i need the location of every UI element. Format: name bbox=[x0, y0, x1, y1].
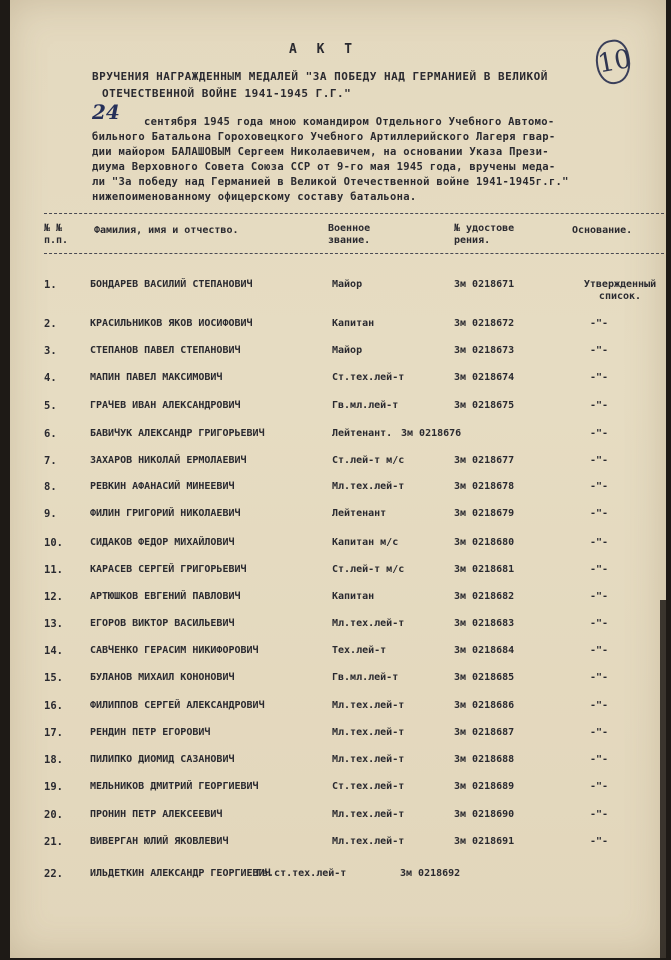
row-full-name: МАПИН ПАВЕЛ МАКСИМОВИЧ bbox=[90, 372, 223, 383]
row-rank: Майор bbox=[332, 279, 363, 290]
row-number: 10. bbox=[44, 537, 63, 549]
row-basis: -"- bbox=[590, 372, 609, 383]
row-certificate: Зм 0218690 bbox=[454, 809, 515, 820]
row-basis: -"- bbox=[590, 727, 609, 738]
header-no: № № п.п. bbox=[44, 223, 69, 246]
row-certificate: Зм 0218674 bbox=[454, 372, 515, 383]
row-certificate: Зм 0218681 bbox=[454, 564, 515, 575]
row-rank: Капитан bbox=[332, 318, 375, 329]
row-rank: Капитан м/с bbox=[332, 537, 399, 548]
row-certificate: Зм 0218677 bbox=[454, 455, 515, 466]
subtitle-line-2: ОТЕЧЕСТВЕННОЙ ВОЙНЕ 1941-1945 Г.Г." bbox=[102, 87, 352, 100]
row-basis: -"- bbox=[590, 345, 609, 356]
row-full-name: ФИЛИН ГРИГОРИЙ НИКОЛАЕВИЧ bbox=[90, 508, 241, 519]
row-certificate: Зм 0218672 bbox=[454, 318, 515, 329]
header-name: Фамилия, имя и отчество. bbox=[94, 225, 239, 236]
row-rank: Ст.тех.лей-т bbox=[332, 372, 405, 383]
row-certificate: Зм 0218682 bbox=[454, 591, 515, 602]
row-full-name: ФИЛИППОВ СЕРГЕЙ АЛЕКСАНДРОВИЧ bbox=[90, 700, 265, 711]
row-rank: Ст.лей-т м/с bbox=[332, 564, 405, 575]
row-full-name: БАВИЧУК АЛЕКСАНДР ГРИГОРЬЕВИЧ bbox=[90, 428, 265, 439]
row-basis: -"- bbox=[590, 781, 609, 792]
row-certificate: Зм 0218675 bbox=[454, 400, 515, 411]
row-number: 1. bbox=[44, 279, 57, 291]
row-basis: -"- bbox=[590, 400, 609, 411]
row-basis: -"- bbox=[590, 455, 609, 466]
row-number: 8. bbox=[44, 481, 57, 493]
row-rank: Капитан bbox=[332, 591, 375, 602]
row-number: 21. bbox=[44, 836, 63, 848]
row-number: 12. bbox=[44, 591, 63, 603]
row-basis: -"- bbox=[590, 428, 609, 439]
row-full-name: ЕГОРОВ ВИКТОР ВАСИЛЬЕВИЧ bbox=[90, 618, 235, 629]
row-certificate: Зм 0218684 bbox=[454, 645, 515, 656]
body-line-6: нижепоименованному офицерскому составу батальона. bbox=[92, 191, 417, 203]
row-rank: Гв.ст.тех.лей-т bbox=[256, 868, 347, 879]
row-certificate: Зм 0218679 bbox=[454, 508, 515, 519]
folio-number: 10 bbox=[592, 37, 633, 86]
row-full-name: АРТЮШКОВ ЕВГЕНИЙ ПАВЛОВИЧ bbox=[90, 591, 241, 602]
row-rank: Тех.лей-т bbox=[332, 645, 387, 656]
row-full-name: РЕВКИН АФАНАСИЙ МИНЕЕВИЧ bbox=[90, 481, 235, 492]
row-basis: -"- bbox=[590, 537, 609, 548]
row-number: 3. bbox=[44, 345, 57, 357]
row-full-name: МЕЛЬНИКОВ ДМИТРИЙ ГЕОРГИЕВИЧ bbox=[90, 781, 259, 792]
row-full-name: ВИВЕРГАН ЮЛИЙ ЯКОВЛЕВИЧ bbox=[90, 836, 229, 847]
row-certificate: Зм 0218687 bbox=[454, 727, 515, 738]
row-number: 2. bbox=[44, 318, 57, 330]
row-number: 16. bbox=[44, 700, 63, 712]
row-certificate: Зм 0218678 bbox=[454, 481, 515, 492]
body-line-2: бильного Батальона Гороховецкого Учебного Артиллерийского Лагеря гвар- bbox=[92, 131, 556, 143]
row-full-name: РЕНДИН ПЕТР ЕГОРОВИЧ bbox=[90, 727, 211, 738]
body-line-4: диума Верховного Совета Союза ССР от 9-го мая 1945 года, вручены меда- bbox=[92, 161, 556, 173]
document-page bbox=[6, 0, 666, 958]
row-certificate: Зм 0218691 bbox=[454, 836, 515, 847]
row-number: 15. bbox=[44, 672, 63, 684]
row-basis: -"- bbox=[590, 645, 609, 656]
row-number: 9. bbox=[44, 508, 57, 520]
row-number: 13. bbox=[44, 618, 63, 630]
row-number: 20. bbox=[44, 809, 63, 821]
row-number: 7. bbox=[44, 455, 57, 467]
row-basis: -"- bbox=[590, 318, 609, 329]
row-full-name: БОНДАРЕВ ВАСИЛИЙ СТЕПАНОВИЧ bbox=[90, 279, 253, 290]
row-rank: Гв.мл.лей-т bbox=[332, 672, 399, 683]
row-rank: Мл.тех.лей-т bbox=[332, 727, 405, 738]
row-rank: Ст.лей-т м/с bbox=[332, 455, 405, 466]
row-basis: -"- bbox=[590, 754, 609, 765]
row-number: 17. bbox=[44, 727, 63, 739]
header-basis: Основание. bbox=[572, 225, 633, 236]
header-cert: № удостове рения. bbox=[454, 223, 515, 246]
row-full-name: ПИЛИПКО ДИОМИД САЗАНОВИЧ bbox=[90, 754, 235, 765]
left-edge bbox=[6, 0, 10, 958]
header-top-rule bbox=[44, 213, 664, 214]
row-basis: -"- bbox=[590, 700, 609, 711]
row-certificate: Зм 0218680 bbox=[454, 537, 515, 548]
document-title: А К Т bbox=[289, 42, 359, 57]
row-certificate: Зм 0218673 bbox=[454, 345, 515, 356]
row-full-name: КАРАСЕВ СЕРГЕЙ ГРИГОРЬЕВИЧ bbox=[90, 564, 247, 575]
row-rank: Мл.тех.лей-т bbox=[332, 836, 405, 847]
body-line-5: ли "За победу над Германией в Великой Отечественной войне 1941-1945г.г." bbox=[92, 176, 569, 188]
row-certificate: Зм 0218692 bbox=[400, 868, 461, 879]
row-number: 5. bbox=[44, 400, 57, 412]
row-basis: -"- bbox=[590, 809, 609, 820]
row-certificate: Зм 0218671 bbox=[454, 279, 515, 290]
row-full-name: ЗАХАРОВ НИКОЛАЙ ЕРМОЛАЕВИЧ bbox=[90, 455, 247, 466]
row-full-name: ПРОНИН ПЕТР АЛЕКСЕЕВИЧ bbox=[90, 809, 223, 820]
row-full-name: КРАСИЛЬНИКОВ ЯКОВ ИОСИФОВИЧ bbox=[90, 318, 253, 329]
row-rank: Мл.тех.лей-т bbox=[332, 700, 405, 711]
row-full-name: ГРАЧЕВ ИВАН АЛЕКСАНДРОВИЧ bbox=[90, 400, 241, 411]
row-certificate: Зм 0218683 bbox=[454, 618, 515, 629]
row-rank: Гв.мл.лей-т bbox=[332, 400, 399, 411]
row-certificate: Зм 0218686 bbox=[454, 700, 515, 711]
row-certificate: Зм 0218685 bbox=[454, 672, 515, 683]
row-basis: -"- bbox=[590, 564, 609, 575]
row-rank: Мл.тех.лей-т bbox=[332, 481, 405, 492]
row-basis: -"- bbox=[590, 481, 609, 492]
row-certificate: Зм 0218689 bbox=[454, 781, 515, 792]
row-full-name: БУЛАНОВ МИХАИЛ КОНОНОВИЧ bbox=[90, 672, 235, 683]
row-basis: Утвержденный список. bbox=[583, 279, 657, 302]
row-full-name: СИДАКОВ ФЕДОР МИХАЙЛОВИЧ bbox=[90, 537, 235, 548]
row-certificate: Зм 0218688 bbox=[454, 754, 515, 765]
row-certificate: Зм 0218676 bbox=[401, 428, 462, 439]
row-basis: -"- bbox=[590, 508, 609, 519]
row-number: 14. bbox=[44, 645, 63, 657]
header-rank: Военное звание. bbox=[328, 223, 371, 246]
row-rank: Мл.тех.лей-т bbox=[332, 809, 405, 820]
row-rank: Мл.тех.лей-т bbox=[332, 754, 405, 765]
row-number: 22. bbox=[44, 868, 63, 880]
row-number: 19. bbox=[44, 781, 63, 793]
row-basis: -"- bbox=[590, 672, 609, 683]
header-bottom-rule bbox=[44, 253, 664, 254]
row-rank: Лейтенант. bbox=[332, 428, 393, 439]
subtitle-line-1: ВРУЧЕНИЯ НАГРАЖДЕННЫМ МЕДАЛЕЙ "ЗА ПОБЕДУ НАД ГЕРМАНИЕЙ В ВЕЛИКОЙ bbox=[92, 70, 548, 83]
body-line-1: сентября 1945 года мною командиром Отдельного Учебного Автомо- bbox=[144, 116, 555, 128]
row-rank: Майор bbox=[332, 345, 363, 356]
row-number: 11. bbox=[44, 564, 63, 576]
row-rank: Мл.тех.лей-т bbox=[332, 618, 405, 629]
row-number: 6. bbox=[44, 428, 57, 440]
row-number: 18. bbox=[44, 754, 63, 766]
row-number: 4. bbox=[44, 372, 57, 384]
row-basis: -"- bbox=[590, 836, 609, 847]
row-basis: -"- bbox=[590, 618, 609, 629]
row-rank: Лейтенант bbox=[332, 508, 387, 519]
date-day: 24 bbox=[92, 100, 120, 124]
row-full-name: СТЕПАНОВ ПАВЕЛ СТЕПАНОВИЧ bbox=[90, 345, 241, 356]
row-full-name: САВЧЕНКО ГЕРАСИМ НИКИФОРОВИЧ bbox=[90, 645, 259, 656]
right-edge-tear bbox=[660, 600, 666, 958]
row-full-name: ИЛЬДЕТКИН АЛЕКСАНДР ГЕОРГИЕВИЧ bbox=[90, 868, 271, 879]
row-rank: Ст.тех.лей-т bbox=[332, 781, 405, 792]
row-basis: -"- bbox=[590, 591, 609, 602]
body-line-3: дии майором БАЛАШОВЫМ Сергеем Николаевичем, на основании Указа Прези- bbox=[92, 146, 549, 158]
